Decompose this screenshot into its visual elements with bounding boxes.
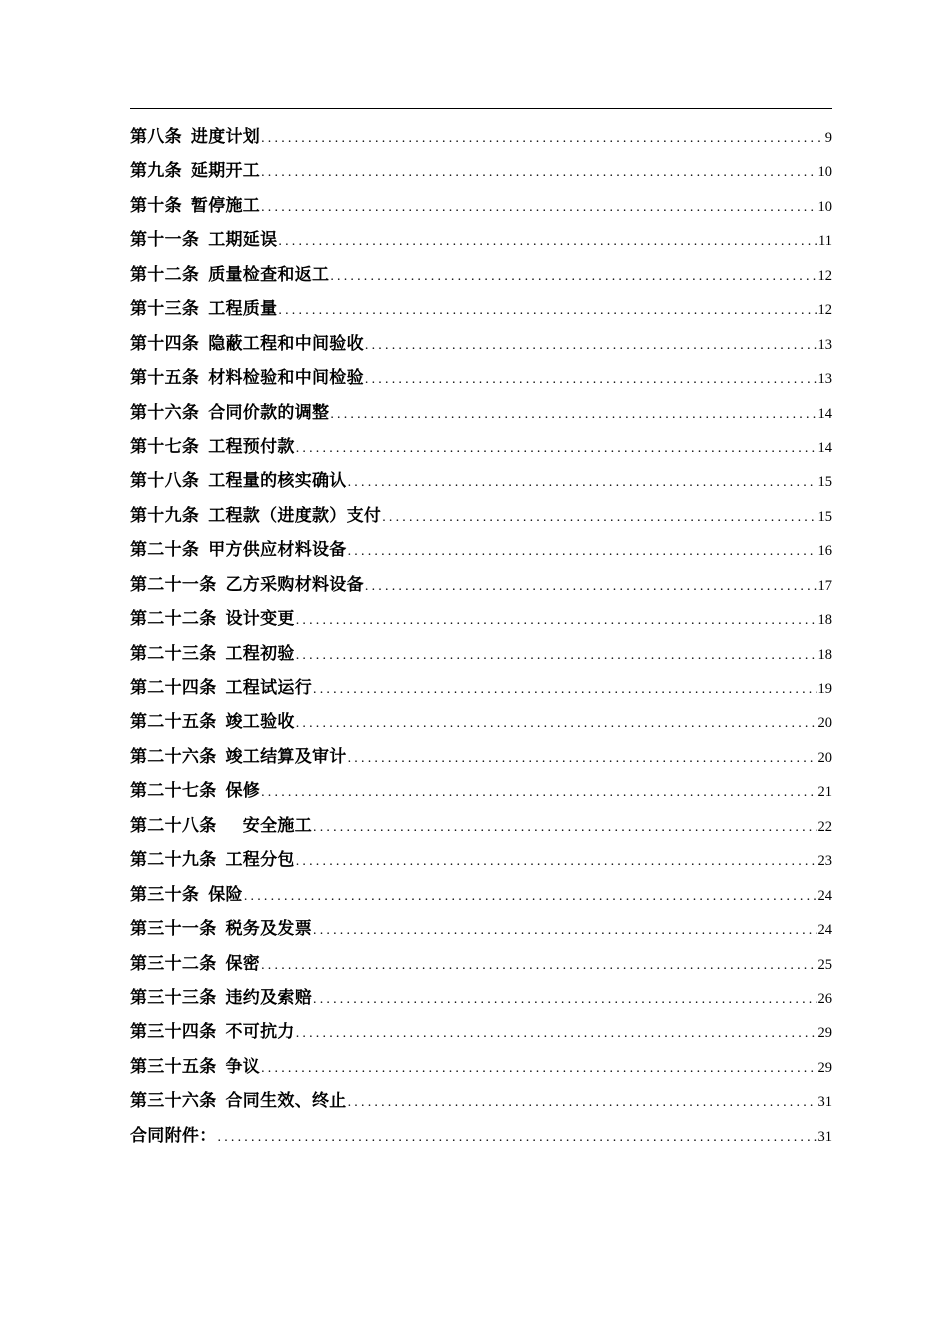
toc-entry-label: 争议	[225, 1056, 261, 1077]
toc-entry-title	[130, 499, 381, 533]
toc-entry-label: 违约及索赔	[225, 987, 312, 1008]
toc-entry[interactable]	[130, 223, 832, 257]
toc-entry-label: 乙方采购材料设备	[225, 574, 364, 595]
toc-entry-title	[130, 1050, 260, 1084]
toc-entry-number: 第二十三条	[130, 643, 217, 664]
toc-dot-leader	[261, 191, 816, 225]
toc-entry-label: 保险	[208, 884, 243, 905]
toc-dot-leader	[261, 949, 816, 983]
toc-entry-label: 合同生效、终止	[225, 1091, 347, 1112]
toc-page-number: 16	[817, 543, 832, 560]
toc-page-number: 29	[817, 1059, 832, 1076]
toc-page-number: 13	[817, 371, 832, 388]
toc-dot-leader	[365, 329, 817, 363]
toc-dot-leader	[278, 294, 816, 328]
toc-dot-leader	[365, 570, 817, 604]
toc-entry[interactable]	[130, 809, 832, 843]
toc-dot-leader	[296, 604, 817, 638]
toc-page-number: 10	[817, 198, 832, 215]
toc-entry-number: 第九条	[130, 161, 182, 182]
toc-entry[interactable]	[130, 637, 832, 671]
toc-entry-label: 质量检查和返工	[208, 264, 330, 285]
toc-page-number: 20	[817, 749, 832, 766]
toc-entry[interactable]	[130, 981, 832, 1015]
toc-entry[interactable]	[130, 1050, 832, 1084]
toc-dot-leader	[313, 914, 817, 948]
toc-dot-leader	[278, 225, 817, 259]
toc-entry-title	[130, 258, 329, 292]
toc-entry-number: 第二十八条	[130, 815, 217, 836]
toc-entry[interactable]	[130, 912, 832, 946]
toc-dot-leader	[313, 673, 817, 707]
toc-dot-leader	[330, 260, 816, 294]
toc-entry-label: 保修	[225, 781, 261, 802]
toc-entry-label: 工程款（进度款）支付	[208, 505, 382, 526]
toc-dot-leader	[261, 156, 816, 190]
toc-entry-number: 第二十四条	[130, 678, 217, 698]
toc-entry[interactable]	[130, 843, 832, 877]
toc-entry-title	[130, 878, 243, 912]
toc-entry-number: 第二十条	[130, 540, 200, 561]
toc-entry-number: 第三十六条	[130, 1091, 217, 1112]
toc-dot-leader	[261, 122, 824, 156]
toc-page-number: 23	[817, 853, 832, 870]
toc-entry-title	[130, 396, 329, 430]
toc-dot-leader	[261, 776, 816, 810]
toc-entry[interactable]	[130, 327, 832, 361]
toc-entry-title	[130, 843, 295, 877]
toc-entry-label: 不可抗力	[225, 1022, 295, 1043]
table-of-contents	[130, 120, 832, 1153]
toc-entry-title	[130, 947, 260, 981]
toc-dot-leader	[296, 707, 817, 741]
toc-entry-label: 竣工验收	[225, 712, 295, 733]
toc-entry[interactable]	[130, 878, 832, 912]
toc-page-number: 12	[817, 302, 832, 319]
toc-entry-number: 第二十一条	[130, 574, 217, 595]
toc-dot-leader	[348, 535, 817, 569]
toc-entry-number: 第三十二条	[130, 953, 217, 974]
toc-page-number: 24	[817, 887, 832, 904]
toc-entry[interactable]	[130, 499, 832, 533]
toc-entry-label: 甲方供应材料设备	[208, 540, 347, 561]
toc-entry-number: 第二十六条	[130, 746, 217, 767]
toc-entry-title	[130, 912, 312, 946]
toc-entry-number: 第十三条	[130, 299, 200, 320]
toc-dot-leader	[244, 880, 817, 914]
toc-entry-label: 工程质量	[208, 299, 278, 320]
toc-entry-title	[130, 189, 260, 223]
toc-dot-leader	[365, 363, 817, 397]
toc-entry-label: 材料检验和中间检验	[208, 368, 364, 389]
toc-entry[interactable]	[130, 1119, 832, 1153]
toc-entry-title	[130, 568, 364, 602]
toc-entry-label: 工程初验	[225, 643, 295, 664]
toc-entry-number: 第三十四条	[130, 1022, 217, 1043]
toc-entry-title	[130, 464, 347, 498]
toc-page-number: 14	[817, 405, 832, 422]
toc-page-number: 21	[817, 784, 832, 801]
toc-dot-leader	[348, 742, 817, 776]
toc-page-number: 13	[817, 336, 832, 353]
toc-entry-label: 安全施工	[225, 815, 312, 836]
toc-entry-number: 第三十五条	[130, 1056, 217, 1077]
toc-entry-title	[130, 223, 277, 257]
toc-dot-leader	[296, 1017, 817, 1051]
toc-page-number: 20	[817, 715, 832, 732]
toc-dot-leader	[296, 639, 817, 673]
toc-entry[interactable]	[130, 189, 832, 223]
toc-entry-label: 进度计划	[190, 127, 261, 147]
toc-entry-label: 工程分包	[225, 850, 295, 871]
toc-dot-leader	[218, 1121, 817, 1155]
toc-entry-number: 第十八条	[130, 471, 200, 492]
toc-entry-title	[130, 671, 312, 705]
toc-entry[interactable]	[130, 705, 832, 739]
toc-entry[interactable]	[130, 292, 832, 326]
toc-entry-number: 第二十二条	[130, 609, 217, 630]
toc-entry-number: 第八条	[130, 127, 182, 147]
toc-dot-leader	[313, 811, 817, 845]
toc-entry-title	[130, 430, 295, 464]
toc-entry-label: 税务及发票	[225, 919, 312, 940]
toc-page-number: 24	[817, 922, 832, 939]
toc-entry-label: 延期开工	[190, 161, 261, 182]
toc-entry[interactable]	[130, 740, 832, 774]
toc-entry-number: 第三十条	[130, 884, 200, 905]
toc-entry[interactable]	[130, 120, 832, 154]
toc-entry-title	[130, 774, 260, 808]
toc-entry-label: 设计变更	[225, 609, 295, 630]
toc-page-number: 18	[817, 646, 832, 663]
toc-entry-title	[130, 1119, 217, 1153]
toc-entry-title	[130, 1084, 347, 1118]
toc-entry-label: 工程量的核实确认	[208, 471, 347, 492]
header-rule	[130, 108, 832, 109]
toc-page-number: 25	[817, 956, 832, 973]
toc-entry-title	[130, 602, 295, 636]
toc-entry-number: 第十四条	[130, 333, 200, 354]
toc-entry-label: 工程预付款	[208, 436, 295, 457]
toc-dot-leader	[348, 1086, 817, 1120]
toc-dot-leader	[348, 466, 817, 500]
toc-entry[interactable]	[130, 1015, 832, 1049]
toc-entry-title	[130, 809, 312, 843]
toc-dot-leader	[296, 432, 817, 466]
toc-entry-number: 第十一条	[130, 230, 200, 251]
toc-entry-number: 第十条	[130, 195, 182, 216]
toc-entry-label: 工期延误	[208, 230, 278, 251]
toc-entry-number: 第二十九条	[130, 850, 217, 871]
toc-page-number: 26	[817, 990, 832, 1007]
toc-page-number: 17	[817, 577, 832, 594]
toc-page-number: 11	[818, 233, 832, 250]
toc-dot-leader	[261, 1052, 816, 1086]
toc-dot-leader	[296, 845, 817, 879]
toc-entry-title	[130, 361, 364, 395]
toc-page-number: 18	[817, 612, 832, 629]
toc-entry-title	[130, 327, 364, 361]
toc-page-number: 9	[824, 130, 832, 146]
toc-dot-leader	[330, 398, 816, 432]
toc-entry[interactable]	[130, 361, 832, 395]
toc-entry-number: 第三十三条	[130, 987, 217, 1008]
toc-entry[interactable]	[130, 1084, 832, 1118]
toc-entry-number: 第十五条	[130, 368, 200, 389]
toc-dot-leader	[313, 983, 817, 1017]
toc-entry-title	[130, 533, 347, 567]
toc-page-number: 15	[817, 474, 832, 491]
toc-entry-label: 暂停施工	[190, 195, 261, 216]
toc-entry-title	[130, 154, 260, 188]
toc-entry-number: 第十六条	[130, 402, 200, 423]
toc-entry[interactable]	[130, 947, 832, 981]
toc-entry-number: 第二十七条	[130, 781, 217, 802]
toc-page-number: 19	[817, 681, 832, 697]
toc-page-number: 29	[817, 1025, 832, 1042]
toc-entry-title	[130, 981, 312, 1015]
toc-entry-label: 竣工结算及审计	[225, 746, 347, 767]
toc-page-number: 14	[817, 439, 832, 456]
toc-entry[interactable]	[130, 258, 832, 292]
toc-entry-number: 第十二条	[130, 264, 200, 285]
toc-entry-title	[130, 120, 260, 154]
toc-entry[interactable]	[130, 774, 832, 808]
toc-entry-title	[130, 1015, 295, 1049]
toc-dot-leader	[382, 501, 816, 535]
toc-entry-title	[130, 292, 277, 326]
toc-entry-number: 第三十一条	[130, 919, 217, 940]
toc-entry-number: 第二十五条	[130, 712, 217, 733]
toc-entry[interactable]	[130, 464, 832, 498]
toc-entry-label: 保密	[225, 953, 261, 974]
toc-entry-title	[130, 637, 295, 671]
toc-entry-label: 工程试运行	[225, 678, 312, 698]
toc-entry-label: 合同价款的调整	[208, 402, 330, 423]
toc-entry-title	[130, 705, 295, 739]
toc-entry-label: 合同附件：	[130, 1125, 217, 1146]
toc-page-number: 31	[817, 1094, 832, 1111]
toc-page-number: 12	[817, 267, 832, 284]
toc-entry-number: 第十七条	[130, 436, 200, 457]
toc-entry[interactable]	[130, 602, 832, 636]
toc-entry-title	[130, 740, 347, 774]
toc-page-number: 31	[817, 1128, 832, 1145]
toc-page-number: 15	[817, 508, 832, 525]
toc-entry[interactable]	[130, 396, 832, 430]
toc-page-number: 22	[817, 818, 832, 835]
toc-entry[interactable]	[130, 154, 832, 188]
toc-entry[interactable]	[130, 671, 832, 705]
toc-entry-label: 隐蔽工程和中间验收	[208, 333, 364, 354]
toc-entry-number: 第十九条	[130, 505, 200, 526]
toc-entry[interactable]	[130, 430, 832, 464]
toc-page-number: 10	[817, 164, 832, 181]
toc-entry[interactable]	[130, 533, 832, 567]
toc-entry[interactable]	[130, 568, 832, 602]
